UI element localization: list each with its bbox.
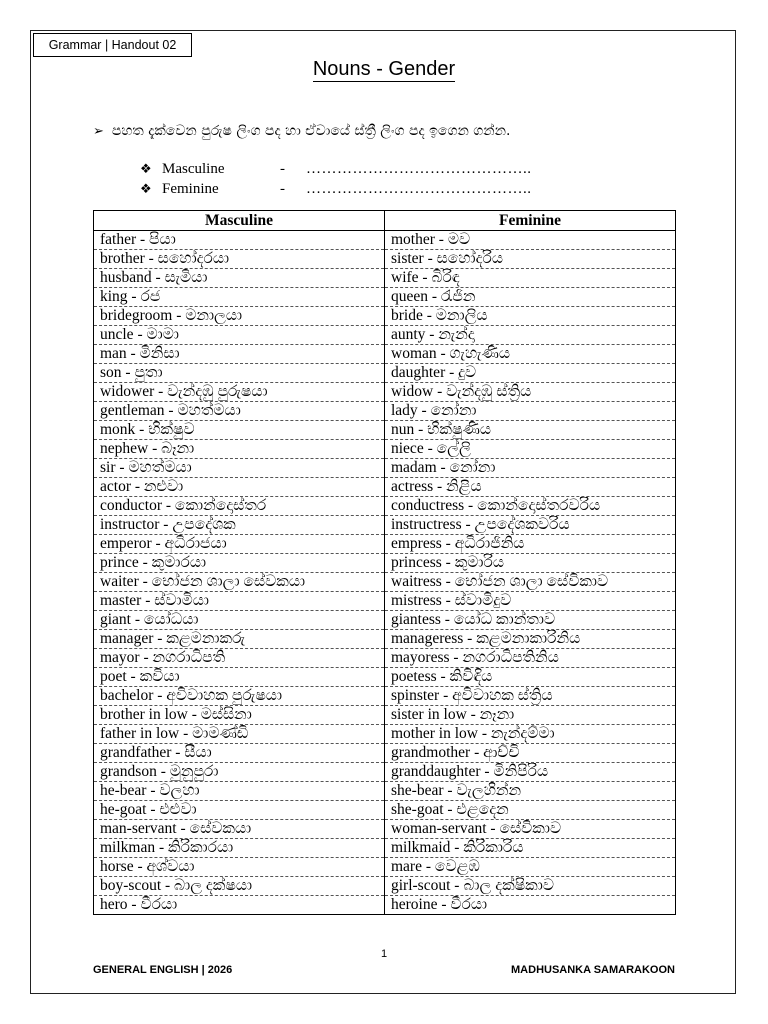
masculine-cell: manager - කළමනාකරු bbox=[94, 630, 385, 649]
diamond-bullet-icon: ❖ bbox=[140, 181, 152, 196]
column-header-feminine: Feminine bbox=[385, 211, 676, 231]
masculine-cell: man - මිනිසා bbox=[94, 345, 385, 364]
table-row bbox=[94, 896, 676, 915]
feminine-cell: she-bear - වැලහින්න bbox=[385, 782, 676, 801]
feminine-cell: wife - බිරිඳ bbox=[385, 269, 676, 288]
masculine-cell: man-servant - සේවකයා bbox=[94, 820, 385, 839]
table-row bbox=[94, 877, 676, 896]
table-row bbox=[94, 687, 676, 706]
feminine-cell: sister in low - නෑනා bbox=[385, 706, 676, 725]
hint-masculine bbox=[140, 161, 532, 178]
feminine-cell: conductress - කොන්දොස්තරවරිය bbox=[385, 497, 676, 516]
masculine-cell: brother - සහෝදරයා bbox=[94, 250, 385, 269]
table-row bbox=[94, 516, 676, 535]
masculine-cell: hero - වීරයා bbox=[94, 896, 385, 915]
masculine-cell: horse - අශ්වයා bbox=[94, 858, 385, 877]
feminine-cell: girl-scout - බාල දක්ෂිකාව bbox=[385, 877, 676, 896]
feminine-cell: woman - ගැහැණිය bbox=[385, 345, 676, 364]
feminine-cell: niece - ලේලි bbox=[385, 440, 676, 459]
masculine-cell: master - ස්වාමියා bbox=[94, 592, 385, 611]
table-row bbox=[94, 611, 676, 630]
table-body bbox=[94, 231, 676, 915]
feminine-cell: mistress - ස්වාමිදුව bbox=[385, 592, 676, 611]
table-row bbox=[94, 573, 676, 592]
hint-feminine bbox=[140, 181, 532, 198]
feminine-cell: lady - නෝනා bbox=[385, 402, 676, 421]
instruction-text: පහත දැක්වෙන පුරුෂ ලිංග පද හා ඒවායේ ස්ත්‍රී ලිංග පද ඉගෙන ගන්න. bbox=[111, 123, 511, 139]
masculine-cell: brother in low - මස්සිනා bbox=[94, 706, 385, 725]
feminine-cell: waitress - භෝජන ශාලා සේවිකාව bbox=[385, 573, 676, 592]
feminine-cell: woman-servant - සේවිකාව bbox=[385, 820, 676, 839]
hint-label: Masculine bbox=[162, 161, 225, 177]
masculine-cell: grandfather - සීයා bbox=[94, 744, 385, 763]
masculine-cell: monk - භික්ෂුව bbox=[94, 421, 385, 440]
masculine-cell: father in low - මාමණ්ඩි bbox=[94, 725, 385, 744]
table-row bbox=[94, 497, 676, 516]
table-row bbox=[94, 459, 676, 478]
table-row bbox=[94, 592, 676, 611]
feminine-cell: widow - වැන්දඹු ස්ත්‍රිය bbox=[385, 383, 676, 402]
feminine-cell: aunty - නැන්දා bbox=[385, 326, 676, 345]
table-row bbox=[94, 326, 676, 345]
feminine-cell: granddaughter - මිනිපිරිය bbox=[385, 763, 676, 782]
feminine-cell: manageress - කළමනාකාරිනිය bbox=[385, 630, 676, 649]
masculine-cell: widower - වැන්දඹු පුරුෂයා bbox=[94, 383, 385, 402]
table-row bbox=[94, 421, 676, 440]
masculine-cell: actor - නළුවා bbox=[94, 478, 385, 497]
masculine-cell: boy-scout - බාල දක්ෂයා bbox=[94, 877, 385, 896]
masculine-cell: he-goat - එළුවා bbox=[94, 801, 385, 820]
diamond-bullet-icon: ❖ bbox=[140, 161, 152, 176]
feminine-cell: princess - කුමාරිය bbox=[385, 554, 676, 573]
table-header-row bbox=[94, 211, 676, 231]
table-row bbox=[94, 402, 676, 421]
masculine-cell: giant - යෝධයා bbox=[94, 611, 385, 630]
table-row bbox=[94, 478, 676, 497]
feminine-cell: madam - නෝනා bbox=[385, 459, 676, 478]
masculine-cell: sir - මහත්මයා bbox=[94, 459, 385, 478]
table-row bbox=[94, 858, 676, 877]
masculine-cell: mayor - නගරාධිපති bbox=[94, 649, 385, 668]
hint-dash: - bbox=[280, 161, 285, 177]
table-row bbox=[94, 383, 676, 402]
feminine-cell: queen - රැජින bbox=[385, 288, 676, 307]
feminine-cell: she-goat - එළදෙන bbox=[385, 801, 676, 820]
table-row bbox=[94, 231, 676, 250]
masculine-cell: bachelor - අවිවාහක පුරුෂයා bbox=[94, 687, 385, 706]
footer-author: MADHUSANKA SAMARAKOON bbox=[511, 964, 675, 976]
table-row bbox=[94, 250, 676, 269]
table-row bbox=[94, 307, 676, 326]
feminine-cell: bride - මනාලිය bbox=[385, 307, 676, 326]
table-row bbox=[94, 269, 676, 288]
column-header-masculine: Masculine bbox=[94, 211, 385, 231]
table-row bbox=[94, 288, 676, 307]
masculine-cell: father - පියා bbox=[94, 231, 385, 250]
table-row bbox=[94, 649, 676, 668]
feminine-cell: nun - භික්ෂුණිය bbox=[385, 421, 676, 440]
table-row bbox=[94, 839, 676, 858]
table-row bbox=[94, 535, 676, 554]
masculine-cell: poet - කවියා bbox=[94, 668, 385, 687]
table-row bbox=[94, 364, 676, 383]
table-row bbox=[94, 554, 676, 573]
feminine-cell: mare - වෙළඹ bbox=[385, 858, 676, 877]
feminine-cell: empress - අධිරාජිනිය bbox=[385, 535, 676, 554]
table-row bbox=[94, 782, 676, 801]
table-row bbox=[94, 725, 676, 744]
feminine-cell: heroine - වීරයා bbox=[385, 896, 676, 915]
arrow-bullet-icon: ➢ bbox=[93, 124, 104, 139]
masculine-cell: prince - කුමාරයා bbox=[94, 554, 385, 573]
page-number: 1 bbox=[380, 948, 388, 960]
feminine-cell: mother - මව bbox=[385, 231, 676, 250]
table-row bbox=[94, 668, 676, 687]
hint-label: Feminine bbox=[162, 181, 219, 197]
feminine-cell: milkmaid - කිරිකාරිය bbox=[385, 839, 676, 858]
masculine-cell: husband - සැමියා bbox=[94, 269, 385, 288]
feminine-cell: spinster - අවිවාහක ස්ත්‍රිය bbox=[385, 687, 676, 706]
footer-course: GENERAL ENGLISH | 2026 bbox=[93, 964, 233, 976]
hint-blank: …………………………………….. bbox=[306, 161, 532, 177]
table-row bbox=[94, 763, 676, 782]
table-row bbox=[94, 744, 676, 763]
gender-table bbox=[93, 210, 676, 915]
masculine-cell: he-bear - වලහා bbox=[94, 782, 385, 801]
masculine-cell: uncle - මාමා bbox=[94, 326, 385, 345]
masculine-cell: instructor - උපදේශක bbox=[94, 516, 385, 535]
feminine-cell: poetess - කිවිඳිය bbox=[385, 668, 676, 687]
table-row bbox=[94, 801, 676, 820]
hint-dash: - bbox=[280, 181, 285, 197]
table-row bbox=[94, 630, 676, 649]
masculine-cell: king - රජ bbox=[94, 288, 385, 307]
table-row bbox=[94, 440, 676, 459]
masculine-cell: nephew - බෑනා bbox=[94, 440, 385, 459]
instruction bbox=[93, 123, 510, 139]
page-title-text: Nouns - Gender bbox=[312, 58, 456, 80]
feminine-cell: mother in low - නැන්දම්මා bbox=[385, 725, 676, 744]
masculine-cell: son - පුතා bbox=[94, 364, 385, 383]
feminine-cell: sister - සහෝදරිය bbox=[385, 250, 676, 269]
masculine-cell: bridegroom - මනාලයා bbox=[94, 307, 385, 326]
feminine-cell: grandmother - ආච්චි bbox=[385, 744, 676, 763]
table-row bbox=[94, 345, 676, 364]
feminine-cell: daughter - දුව bbox=[385, 364, 676, 383]
masculine-cell: emperor - අධිරාජයා bbox=[94, 535, 385, 554]
masculine-cell: milkman - කිරිකාරයා bbox=[94, 839, 385, 858]
hint-blank: …………………………………….. bbox=[306, 181, 532, 197]
feminine-cell: mayoress - නගරාධිපතිනිය bbox=[385, 649, 676, 668]
masculine-cell: conductor - කොන්දොස්තර bbox=[94, 497, 385, 516]
table-row bbox=[94, 706, 676, 725]
masculine-cell: gentleman - මහත්මයා bbox=[94, 402, 385, 421]
feminine-cell: instructress - උපදේශකවරිය bbox=[385, 516, 676, 535]
feminine-cell: giantess - යෝධ කාන්තාව bbox=[385, 611, 676, 630]
handout-label: Grammar | Handout 02 bbox=[33, 33, 192, 57]
masculine-cell: grandson - මුනුපුරා bbox=[94, 763, 385, 782]
masculine-cell: waiter - භෝජන ශාලා සේවකයා bbox=[94, 573, 385, 592]
page-title bbox=[0, 58, 768, 81]
table-row bbox=[94, 820, 676, 839]
feminine-cell: actress - නිළිය bbox=[385, 478, 676, 497]
